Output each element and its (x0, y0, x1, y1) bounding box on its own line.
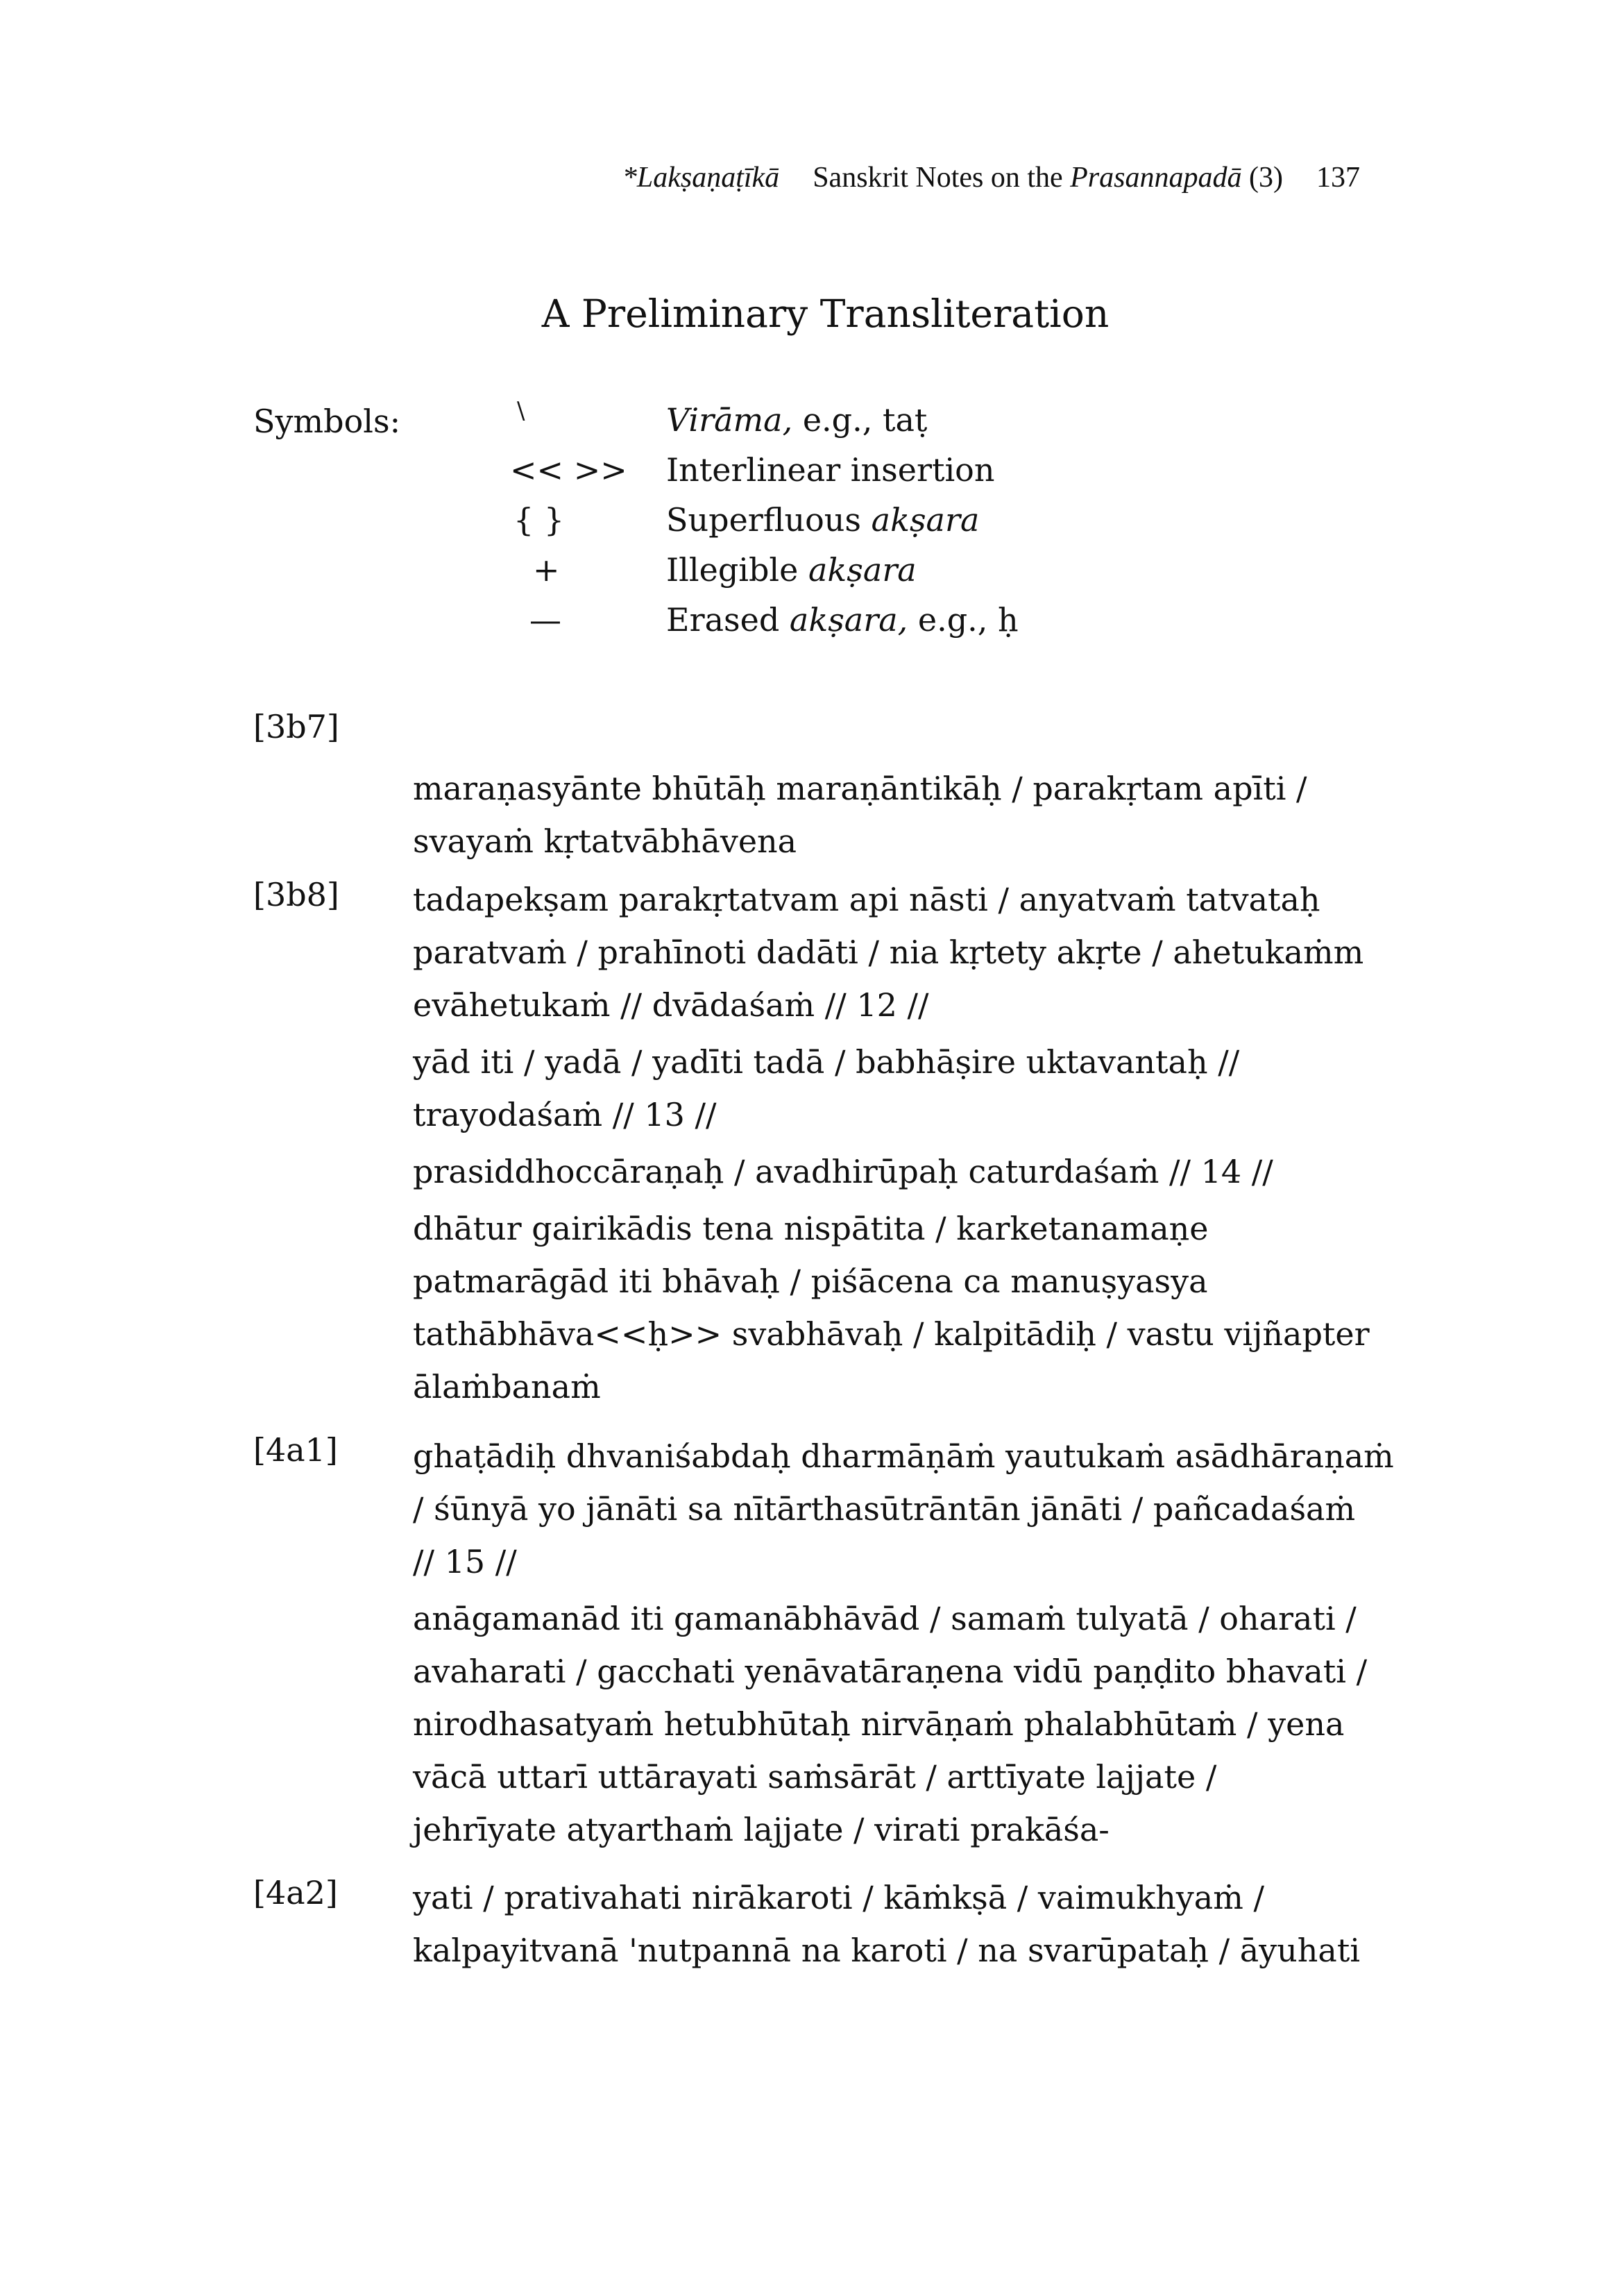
text-line: paratvaṁ / prahīnoti dadāti / nia kṛtety akṛte / ahetukaṁm (413, 934, 1364, 971)
header-work-title: *Lakṣaṇaṭīkā (622, 162, 780, 194)
symbol-desc: Interlinear insertion (666, 451, 995, 489)
symbol-desc: Illegible (666, 551, 808, 589)
transliteration-text (413, 873, 1398, 1413)
symbol-mark: — (529, 601, 561, 639)
text-line: avaharati / gacchati yenāvatāraṇena vidū paṇḍito bhavati / (413, 1653, 1368, 1690)
symbol-mark: + (533, 551, 560, 589)
text-line: tadapekṣam parakṛtatvam api nāsti / anyatvaṁ tatvataḥ (413, 881, 1320, 918)
page-number: 137 (1316, 162, 1360, 194)
symbol-desc: e.g., taṭ (792, 401, 928, 439)
symbol-desc-italic: akṣara, (789, 601, 908, 639)
text-line: // 15 // (413, 1543, 517, 1580)
symbol-desc: Superfluous (666, 501, 872, 539)
header-subtitle-post: (3) (1241, 162, 1283, 194)
running-header (0, 161, 1360, 194)
text-line: trayodaśaṁ // 13 // (413, 1096, 717, 1133)
transliteration-text (413, 762, 1398, 868)
text-line: jehrīyate atyarthaṁ lajjate / virati prakāśa- (413, 1811, 1110, 1848)
text-line: anāgamanād iti gamanābhāvād / samaṁ tulyatā / oharati / (413, 1600, 1357, 1637)
symbol-desc: Erased (666, 601, 790, 639)
symbol-desc-italic: akṣara (808, 551, 917, 589)
text-line: ālaṁbanaṁ (413, 1368, 601, 1406)
text-line: vācā uttarī uttārayati saṁsārāt / arttīyate lajjate / (413, 1758, 1217, 1796)
text-line: kalpayitvanā 'nutpannā na karoti / na svarūpataḥ / āyuhati (413, 1932, 1361, 1969)
folio-ref: [3b7] (253, 708, 339, 745)
folio-ref: [4a2] (253, 1874, 338, 1911)
symbol-desc-tail: e.g., ḥ (908, 601, 1019, 639)
symbol-desc-italic: Virāma, (666, 401, 793, 439)
symbol-mark: { } (513, 501, 565, 539)
text-line: dhātur gairikādis tena nispātita / karketanamaṇe (413, 1210, 1209, 1247)
transliteration-text (413, 1871, 1398, 1977)
header-subtitle-pre: Sanskrit Notes on the (813, 162, 1071, 194)
symbol-mark: \ (517, 397, 525, 425)
symbols-label: Symbols: (253, 403, 401, 440)
text-line: tathābhāva<<ḥ>> svabhāvaḥ / kalpitādiḥ / vastu vijñapter (413, 1315, 1370, 1353)
symbol-mark: << >> (510, 451, 627, 489)
text-line: evāhetukaṁ // dvādaśaṁ // 12 // (413, 986, 929, 1024)
text-line: yati / prativahati nirākaroti / kāṁkṣā / vaimukhyaṁ / (413, 1879, 1264, 1916)
header-subtitle-italic: Prasannapadā (1070, 162, 1242, 194)
text-line: yād iti / yadā / yadīti tadā / babhāṣire uktavantaḥ // (413, 1043, 1240, 1081)
text-line: svayaṁ kṛtatvābhāvena (413, 822, 797, 860)
text-line: nirodhasatyaṁ hetubhūtaḥ nirvāṇaṁ phalabhūtaṁ / yena (413, 1705, 1345, 1743)
text-line: maraṇasyānte bhūtāḥ maraṇāntikāḥ / parakṛtam apīti / (413, 770, 1307, 807)
text-line: prasiddhoccāraṇaḥ / avadhirūpaḥ caturdaśaṁ // 14 // (413, 1153, 1273, 1190)
symbol-desc-italic: akṣara (871, 501, 980, 539)
page-title: A Preliminary Transliteration (541, 292, 1110, 336)
text-line: patmarāgād iti bhāvaḥ / piśācena ca manuṣyasya (413, 1263, 1208, 1300)
transliteration-text (413, 1430, 1398, 1856)
text-line: ghaṭādiḥ dhvaniśabdaḥ dharmāṇāṁ yautukaṁ asādhāraṇaṁ (413, 1437, 1394, 1475)
text-line: / śūnyā yo jānāti sa nītārthasūtrāntān jānāti / pañcadaśaṁ (413, 1490, 1356, 1528)
folio-ref: [3b8] (253, 876, 339, 913)
folio-ref: [4a1] (253, 1431, 338, 1469)
